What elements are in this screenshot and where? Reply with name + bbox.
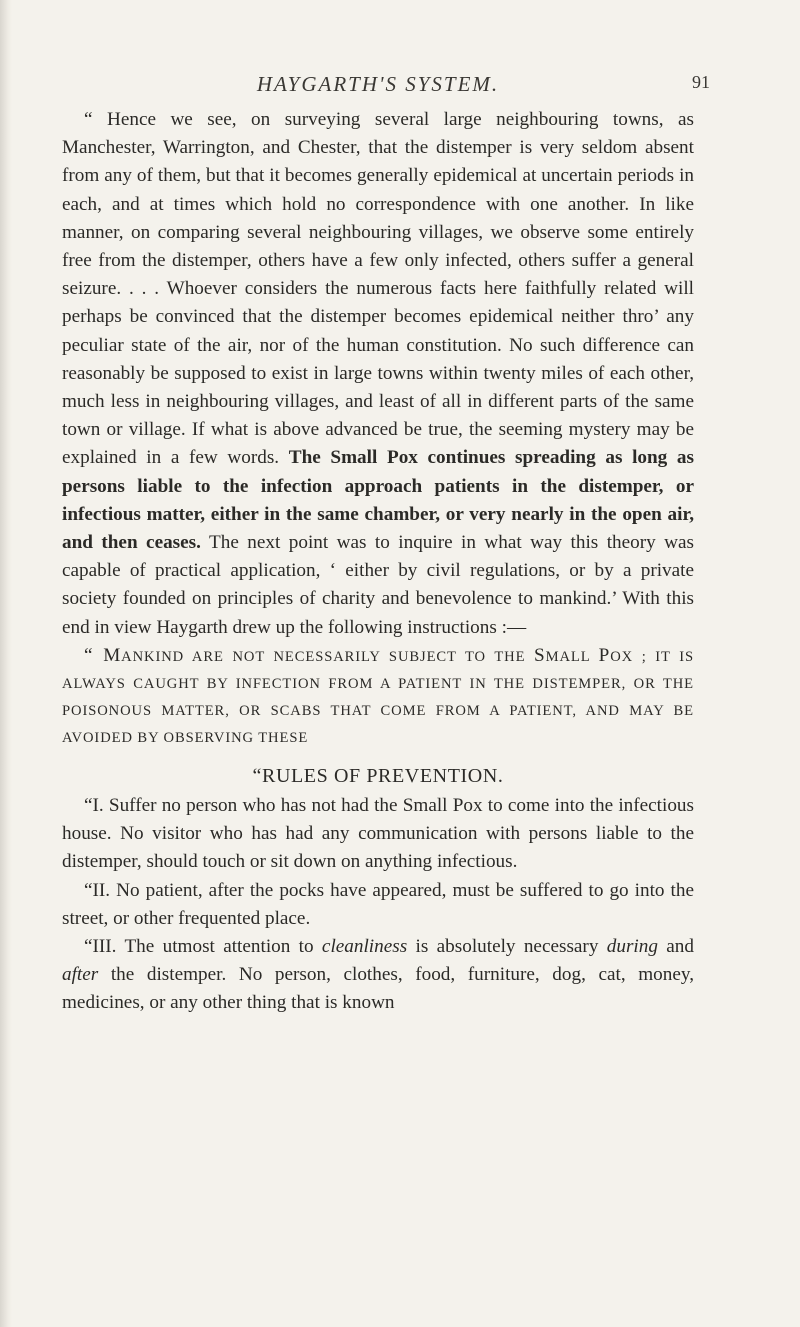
italic-after: after [62,964,99,986]
paragraph-main-continued: The next point was to inquire in what way this theory was capable of practical application, ‘ either by civil regulations, or by a private society founded on principles of charity and benevolence to mankind.’ With this end in view Haygarth drew up the following instructions :— [62,532,694,638]
paragraph-main [62,106,694,642]
caps-preamble: “ MANKIND ARE NOT NECESSARILY SUBJECT TO THE SMALL POX ; IT IS ALWAYS CAUGHT BY INFECTION FROM A PATIENT IN THE DISTEMPER, OR THE POISONOUS MATTER, OR SCABS THAT COME FROM A PATIENT, AND MAY BE AVOIDED BY OBSERVING THESE [62,644,694,746]
italic-during: during [606,936,658,958]
page-binding-shadow [0,0,12,1327]
rule-2: “II. No patient, after the pocks have appeared, must be suffered to go into the street, or other frequented place. [62,879,694,929]
bold-statement: The Small Pox continues spreading as long as persons liable to the infection approach patients in the distemper, or infectious matter, either in the same chamber, or very nearly in the open air, and then ceases. [62,447,694,554]
running-title: HAYGARTH'S SYSTEM. [256,72,500,96]
running-header [62,72,710,106]
rule-3: “III. The utmost attention to cleanliness is absolutely necessary during and after the distemper. No person, clothes, food, furniture, dog, cat, money, medicines, or any other thing that is known [62,936,694,1014]
rules-heading: “RULES OF PREVENTION. [252,764,504,787]
paragraph-main-text: “ Hence we see, on surveying several large neighbouring towns, as Manchester, Warrington, and Chester, that the distemper is very seldom absent from any of them, but that it becomes generally epidemical at uncertain periods in each, and at times which hold no correspondence with one another. In like manner, on comparing several neighbouring villages, we observe some entirely free from the distemper, others have a few only infected, others suffer a general seizure. . . . Whoever considers the numerous facts here faithfully related will perhaps be convinced that the distemper becomes epidemical neither thro’ any peculiar state of the air, nor of the human constitution. No such difference can reasonably be supposed to exist in large towns within twenty miles of each other, much less in neighbouring villages, and least of all in different parts of the same town or village. If what is above advanced be true, the seeming mystery may be explained in a few words. [62,109,694,469]
italic-cleanliness: cleanliness [321,936,408,958]
body-text [62,106,694,1018]
page-number: 91 [692,72,710,92]
rule-1: “I. Suffer no person who has not had the Small Pox to come into the infectious house. No visitor who has had any communication with persons liable to the distemper, should touch or sit down on anything infectious. [62,795,694,873]
book-page [62,72,710,1018]
